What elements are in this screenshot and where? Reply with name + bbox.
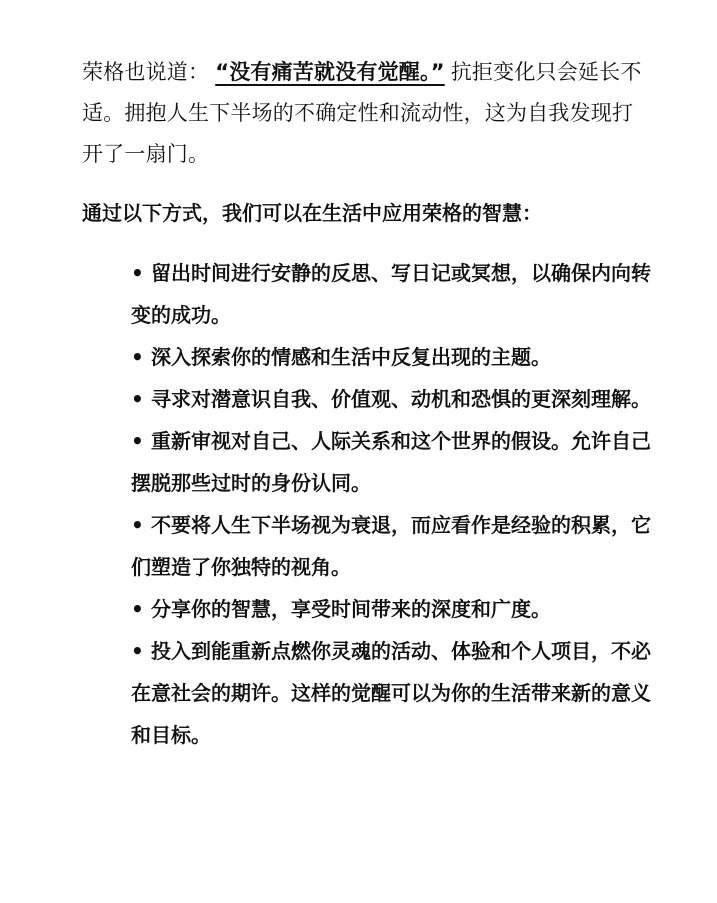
- list-item-text: 重新审视对自己、人际关系和这个世界的假设。允许自己摆脱那些过时的身份认同。: [131, 429, 651, 495]
- list-item: [131, 630, 651, 756]
- bullet-icon: •: [131, 639, 144, 663]
- list-item: [131, 378, 651, 420]
- list-item: [131, 588, 651, 630]
- list-item: [131, 252, 651, 336]
- list-item-text: 分享你的智慧，享受时间带来的深度和广度。: [151, 597, 551, 621]
- list-item: [131, 504, 651, 588]
- intro-paragraph: [82, 52, 652, 175]
- list-item-text: 投入到能重新点燃你灵魂的活动、体验和个人项目，不必在意社会的期许。这样的觉醒可以为你的生活带来新的意义和目标。: [131, 639, 651, 747]
- intro-rest: 抗拒变化只会延长不适。拥抱人生下半场的不确定性和流动性，这为自我发现打开了一扇门。: [82, 60, 642, 166]
- list-item-text: 留出时间进行安静的反思、写日记或冥想，以确保内向转变的成功。: [131, 261, 651, 327]
- list-item-text: 寻求对潜意识自我、价值观、动机和恐惧的更深刻理解。: [151, 387, 651, 411]
- bullet-icon: •: [131, 429, 144, 453]
- list-item-text: 不要将人生下半场视为衰退，而应看作是经验的积累，它们塑造了你独特的视角。: [131, 513, 651, 579]
- list-item-text: 深入探索你的情感和生活中反复出现的主题。: [151, 345, 551, 369]
- bullet-icon: •: [131, 345, 144, 369]
- bullet-icon: •: [131, 597, 144, 621]
- list-item: [131, 420, 651, 504]
- bullet-icon: •: [131, 261, 144, 285]
- jung-quote-text: “没有痛苦就没有觉醒。”: [215, 60, 445, 84]
- list-item: [131, 336, 651, 378]
- section-heading: 通过以下方式，我们可以在生活中应用荣格的智慧：: [82, 201, 542, 225]
- bullet-icon: •: [131, 513, 144, 537]
- bullet-icon: •: [131, 387, 144, 411]
- wisdom-list: [131, 252, 651, 756]
- intro-prefix: 荣格也说道：: [82, 60, 210, 84]
- jung-quote: [209, 60, 451, 84]
